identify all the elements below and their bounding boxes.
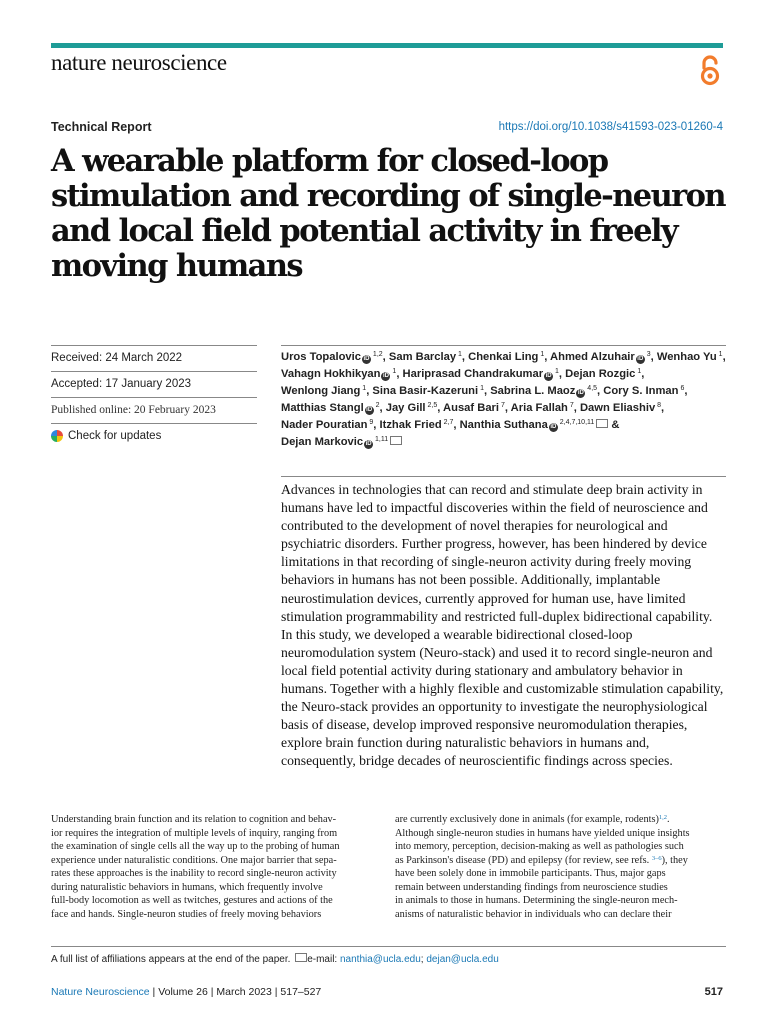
affiliation-superscript: 1 [456,351,462,358]
doi-link[interactable]: https://doi.org/10.1038/s41593-023-01260-4 [498,121,723,133]
email-link-markovic[interactable]: dejan@ucla.edu [426,954,499,965]
author-name[interactable]: Ausaf Bari $^7$ [443,402,505,415]
affiliation-superscript: 8 [655,402,662,410]
affiliation-superscript: 7 [499,402,505,410]
accepted-date: Accepted: 17 January 2023 [51,378,192,390]
author-name[interactable]: Sina Basir-Kazeruni $^1$ [372,385,484,398]
body-line: are currently exclusively done in animals (for example, rodents)$^{1,2}$. [395,814,670,825]
author-name[interactable]: Wenhao Yu $^1$ [656,351,723,363]
orcid-icon[interactable]: iD [363,356,370,362]
open-access-icon [697,54,723,86]
body-line: full-body locomotion as well as twitches, gestures and actions of the [51,895,333,906]
body-line: as Parkinson's disease (PD) and epilepsy (for review, see refs. $^{3-6}$), they [395,854,688,866]
author-name[interactable]: Jay Gill $^{2,5}$ [385,402,438,415]
affiliation-superscript: 3 [644,351,651,358]
affiliation-superscript: 1 [553,368,559,376]
author-name[interactable]: Wenlong Jiang $^1$ [281,385,367,398]
affiliation-superscript: 1,2 [370,351,383,358]
author-name[interactable]: Vahagn Hokhikyan iD $^1$ [281,368,397,381]
divider [51,371,257,372]
body-line: ior requires the integration of multiple levels of inquiry, ranging from [51,827,338,839]
author-name[interactable]: Itzhak Fried $^{2,7}$ [379,419,454,432]
affiliation-superscript: 2,4,7,10,11 [557,419,595,427]
reference-link[interactable]: 1,2 [658,814,668,821]
body-line: remain between understanding findings from neuroscience studies [395,881,668,893]
author-name[interactable]: Dejan Rozgic $^1$ [565,368,642,381]
orcid-icon[interactable]: iD [550,424,557,431]
check-updates-label: Check for updates [68,430,162,442]
orcid-icon[interactable]: iD [545,373,552,380]
divider [51,423,257,424]
journal-name: nature neuroscience [51,50,227,75]
body-line: Although single-neuron studies in humans have yielded unique insights [395,827,690,839]
footnote-text: A full list of affiliations appears at the end of the paper. [51,954,291,965]
received-date: Received: 24 March 2022 [51,352,183,364]
divider [51,345,257,346]
body-column-left [51,813,381,921]
email-icon [295,953,307,962]
affiliation-superscript: 1 [635,368,642,376]
affiliation-superscript: 1 [538,351,545,358]
author-name[interactable]: Ahmed Alzuhair iD $^3$ [550,351,651,363]
affiliation-superscript: 9 [367,419,374,427]
affiliation-superscript: 1 [390,368,397,376]
affiliation-superscript: 2,7 [441,419,454,427]
divider [51,946,726,947]
affiliation-superscript: 1 [478,385,484,393]
author-name[interactable]: Hariprasad Chandrakumar iD $^1$ [402,368,559,381]
affiliation-superscript: 2 [373,402,380,410]
body-line: in animals to those in humans. Determining the single-neuron mech- [395,895,678,906]
abstract: Advances in technologies that can record and stimulate deep brain activity in humans have led to impactful discoveries within the field of neuroscience and contributed to the development of novel therapies for neurological and psychiatric disorders. Further progress, however, has been hindered by device limitations in that recording of single-neuron activity during freely moving behaviors in humans has not been possible. Additionally, implantable neurostimulation devices, currently approved for human use, have limited stimulation programmability and restricted full-duplex bidirectional capability. In this study, we developed a wearable bidirectional closed-loop neuromodulation system (Neuro-stack) and used it to record single-neuron and local field potential activity during stationary and ambulatory behavior in humans. Together with a highly flexible and customizable stimulation capability, the Neuro-stack provides an opportunity to investigate the neurophysiological basis of disease, develop improved responsive neuromodulation therapies, explore brain function during naturalistic behaviors in humans and, consequently, bridge decades of neuroscientific findings across species. [281,482,724,769]
author-name[interactable]: Aria Fallah $^7$ [510,402,574,415]
email-link-suthana[interactable]: nanthia@ucla.edu [340,954,421,965]
email-label: e-mail: [307,954,338,965]
author-name[interactable]: Chenkai Ling $^1$ [468,351,545,363]
body-line: Understanding brain function and its relation to cognition and behav- [51,814,337,825]
author-name[interactable]: Sabrina L. Maoz iD $^{4,5}$ [490,385,598,398]
journal-brand-bar [51,43,723,48]
article-title: A wearable platform for closed-loop stimulation and recording of single-neuron and local field potential activity in freely moving humans [51,143,725,284]
affiliation-superscript: 1 [360,385,367,393]
divider [281,476,726,477]
orcid-icon[interactable]: iD [637,356,644,362]
author-name[interactable]: Dejan Markovic iD $^{1,11}$ [281,436,402,448]
author-name[interactable]: Nader Pouratian $^9$ [281,419,374,432]
body-line: face and hands. Single-neuron studies of freely moving behaviors [51,908,322,920]
body-line: the examination of single cells all the way up to the probing of human [51,841,340,852]
affiliations-footnote [51,953,499,965]
body-line: into memory, perception, decision-making as well as pathologies such [395,841,684,852]
orcid-icon[interactable]: iD [577,390,584,397]
affiliation-superscript: 1 [716,351,723,358]
divider [281,345,726,346]
article-type: Technical Report [51,120,152,134]
email-icon[interactable] [596,419,608,428]
check-updates-icon [51,430,63,442]
published-date: Published online: 20 February 2023 [51,404,216,416]
author-name[interactable]: Matthias Stangl iD $^2$ [281,402,380,415]
author-name[interactable]: Nanthia Suthana iD $^{2,4,7,10,11}$ [460,419,609,431]
affiliation-superscript: 1,11 [373,436,389,444]
author-list: Uros Topalovic iD $^{1,2}$, Sam Barclay $^1$, Chenkai Ling $^1$, Ahmed Alzuhair iD $^3$, Wenhao Yu $^1$, Vahagn Hokhikyan iD $^1$, Hariprasad Chandrakumar iD $^1$, Dejan Rozgic $^1$, Wenlong Jiang $^1$, Sina Basir-Kazeruni $^1$, Sabrina L. Maoz iD $^{4,5}$, Cory S. Inman $^6$, Matthias Stangl iD $^2$, Jay Gill $^{2,5}$, Ausaf Bari $^7$, Aria Fallah $^7$, Dawn Eliashiv $^8$, Nader Pouratian $^9$, Itzhak Fried $^{2,7}$, Nanthia Suthana iD $^{2,4,7,10,11}$ & Dejan Markovic iD $^{1,11}$ [281,351,726,449]
author-name[interactable]: Cory S. Inman $^6$ [603,385,685,398]
body-line: experience under naturalistic conditions. One major barrier that sepa- [51,854,337,866]
body-line: during naturalistic behaviors in humans, which frequently involve [51,881,323,893]
author-name[interactable]: Uros Topalovic iD $^{1,2}$ [281,351,383,363]
author-name[interactable]: Dawn Eliashiv $^8$ [579,402,662,415]
divider [51,397,257,398]
author-name[interactable]: Sam Barclay $^1$ [388,351,462,363]
body-line: rates these approaches is the inability to record single-neuron activity [51,868,337,879]
body-column-right [395,813,725,921]
orcid-icon[interactable]: iD [365,441,372,448]
reference-link[interactable]: 3–6 [651,854,662,862]
footer-journal: Nature Neuroscience [51,986,150,998]
footer-details: | Volume 26 | March 2023 | 517–527 [149,986,322,998]
orcid-icon[interactable]: iD [382,373,389,380]
orcid-icon[interactable]: iD [366,407,373,414]
affiliation-superscript: 4,5 [585,385,598,393]
email-icon[interactable] [390,436,402,445]
affiliation-superscript: 7 [567,402,574,410]
affiliation-superscript: 6 [678,385,685,393]
page-number: 517 [704,986,723,998]
body-line: anisms of naturalistic behavior in individuals who can declare their [395,908,672,920]
email-separator: ; [420,954,424,965]
body-line: have been solely done in immobile participants. Thus, major gaps [395,868,666,879]
page-footer [51,986,321,998]
affiliation-superscript: 2,5 [425,402,438,410]
check-for-updates-button[interactable] [51,430,161,442]
